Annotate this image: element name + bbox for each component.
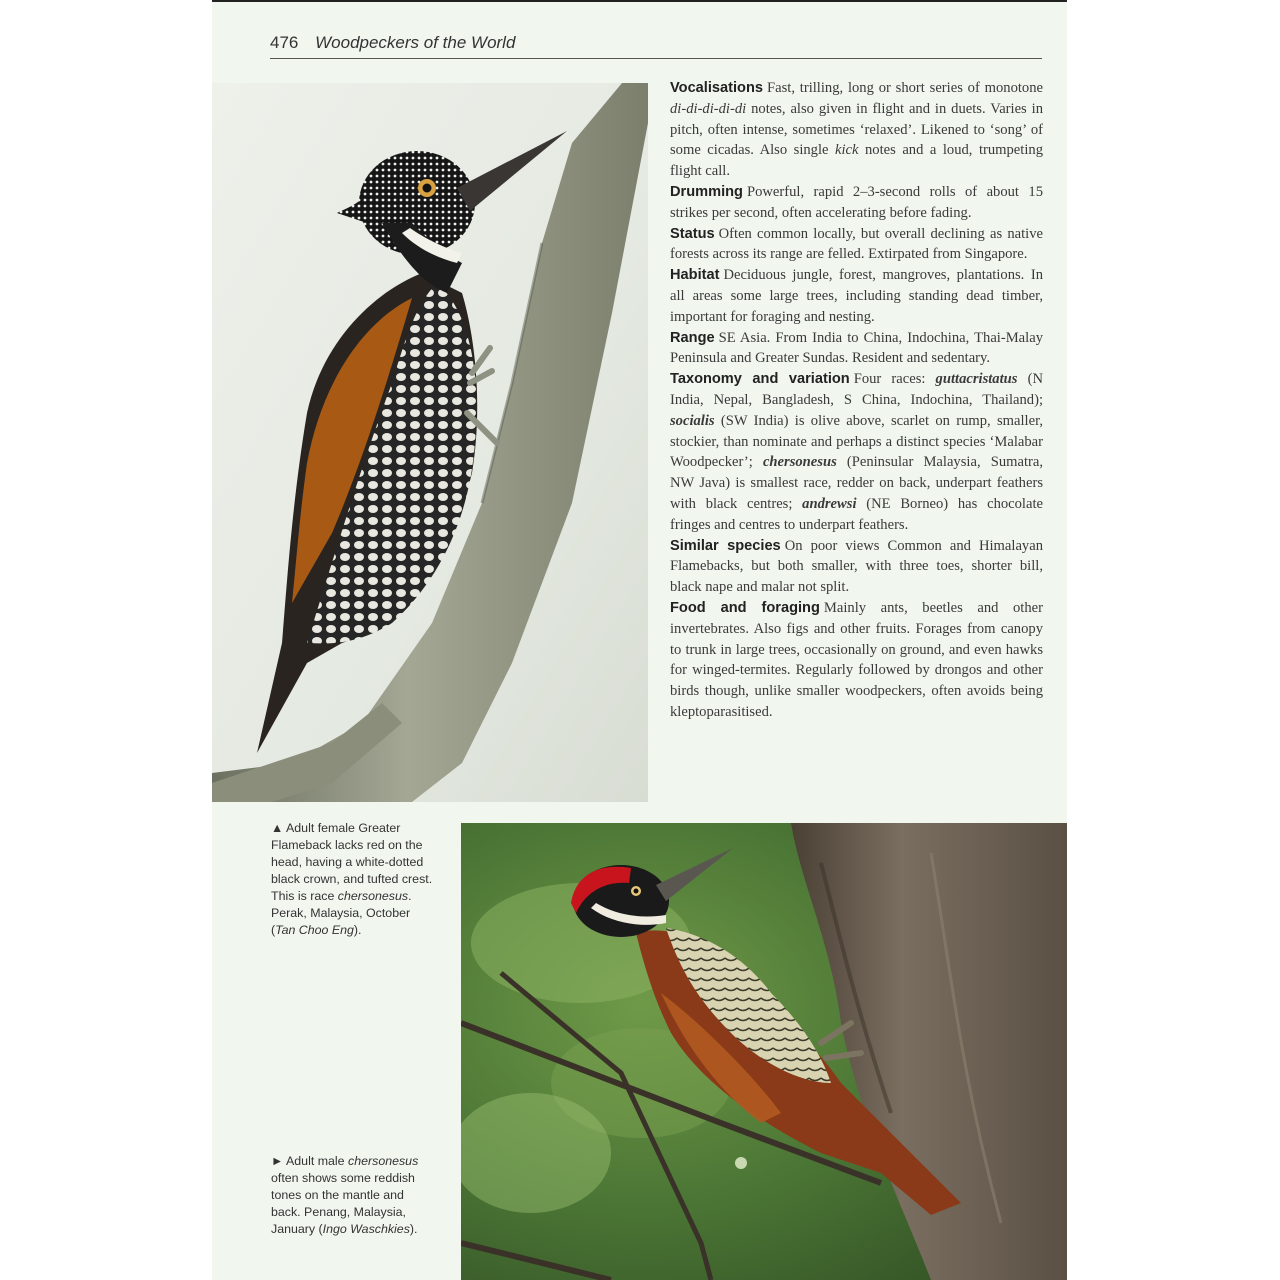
section-heading: Vocalisations	[670, 80, 763, 96]
section-paragraph	[670, 598, 1043, 723]
section-text: Powerful, rapid 2–3-second rolls of about 15 strikes per second, often accelerating before fading.	[670, 183, 1043, 221]
section-text: Four races:	[853, 371, 936, 388]
section-paragraph	[670, 328, 1043, 370]
running-header	[270, 33, 515, 53]
caption-text: often shows some reddish tones on the mantle and back. Penang, Malaysia, January (	[271, 1171, 415, 1236]
page-top-edge	[212, 0, 1067, 2]
section-text: (SW India) is olive above, scarlet on rump, smaller, stockier, than nominate and perhaps a distinct species ‘Malabar Woodpecker’;	[670, 412, 1043, 471]
section-heading: Taxonomy and variation	[670, 371, 850, 388]
section-heading: Status	[670, 225, 715, 242]
section-text: Mainly ants, beetles and other invertebrates. Also figs and other fruits. Forages from canopy to trunk in large trees, occasionally on ground, and even hawks for winged-termites. Regularly followed by drongos and other birds though, unlike smaller woodpeckers, often avoids being kleptoparasitised.	[670, 599, 1043, 720]
taxon-name: chersonesus	[762, 454, 837, 471]
section-italic: kick	[835, 142, 859, 159]
book-title: Woodpeckers of the World	[315, 33, 516, 52]
section-text: (NE Borneo) has chocolate fringes and centres to underpart feathers.	[670, 495, 1044, 533]
photo-caption-male	[271, 1153, 436, 1238]
section-heading: Food and foraging	[670, 599, 820, 616]
section-heading: Drumming	[670, 183, 743, 200]
section-text: notes and a loud, trumpeting flight call.	[670, 142, 1043, 180]
section-paragraph	[670, 78, 1043, 182]
section-paragraph	[670, 224, 1043, 266]
caption-text: ).	[353, 923, 362, 937]
section-text: Often common locally, but overall declining as native forests across its range are felled. Extirpated from Singapore.	[670, 225, 1043, 263]
section-text: (Peninsular Malaysia, Sumatra, NW Java) is smallest race, redder on back, underpart feathers with black centres;	[670, 454, 1043, 512]
photo-male-woodpecker	[461, 823, 1067, 1280]
caption-italic: chersonesus	[337, 889, 409, 903]
taxon-name: andrewsi	[802, 495, 857, 512]
section-text: (N India, Nepal, Bangladesh, S China, Indochina, Thailand);	[670, 371, 1043, 408]
section-paragraph	[670, 369, 1043, 535]
photo-caption-female	[271, 820, 436, 939]
caption-italic: Ingo Waschkies	[322, 1222, 410, 1236]
caption-italic: chersonesus	[348, 1154, 419, 1168]
section-text: Deciduous jungle, forest, mangroves, plantations. In all areas some large trees, including standing dead timber, important for foraging and nesting.	[670, 267, 1043, 325]
section-paragraph	[670, 182, 1043, 224]
taxon-name: guttacristatus	[935, 371, 1018, 388]
section-paragraph	[670, 536, 1043, 598]
section-heading: Habitat	[670, 267, 720, 284]
caption-text: ▲ Adult female Greater Flameback lacks red on the head, having a white-dotted black crown, and tufted crest. This is race	[271, 821, 433, 903]
species-account-text	[670, 78, 1043, 723]
caption-text: . Perak, Malaysia, October (	[271, 889, 412, 937]
section-heading: Range	[670, 329, 715, 346]
page-number: 476	[270, 33, 299, 52]
section-text: Fast, trilling, long or short series of monotone	[767, 80, 1043, 96]
section-paragraph	[670, 265, 1043, 327]
caption-italic: Tan Choo Eng	[275, 923, 354, 937]
taxon-name: socialis	[670, 412, 715, 429]
header-rule	[270, 58, 1042, 59]
caption-text: ).	[409, 1222, 418, 1236]
section-text: notes, also given in flight and in duets. Varies in pitch, often intense, sometimes ‘relaxed’. Likened to ‘song’ of some cicadas. Also single	[670, 100, 1043, 159]
caption-text: ► Adult male	[271, 1154, 349, 1168]
section-text: SE Asia. From India to China, Indochina, Thai-Malay Peninsula and Greater Sundas. Resident and sedentary.	[670, 329, 1043, 367]
section-text: On poor views Common and Himalayan Flamebacks, but both smaller, with three toes, shorter bill, black nape and malar not split.	[670, 537, 1043, 596]
photo-female-woodpecker	[212, 83, 648, 802]
section-heading: Similar species	[670, 537, 781, 554]
section-italic: di-di-di-di-di	[670, 100, 747, 117]
